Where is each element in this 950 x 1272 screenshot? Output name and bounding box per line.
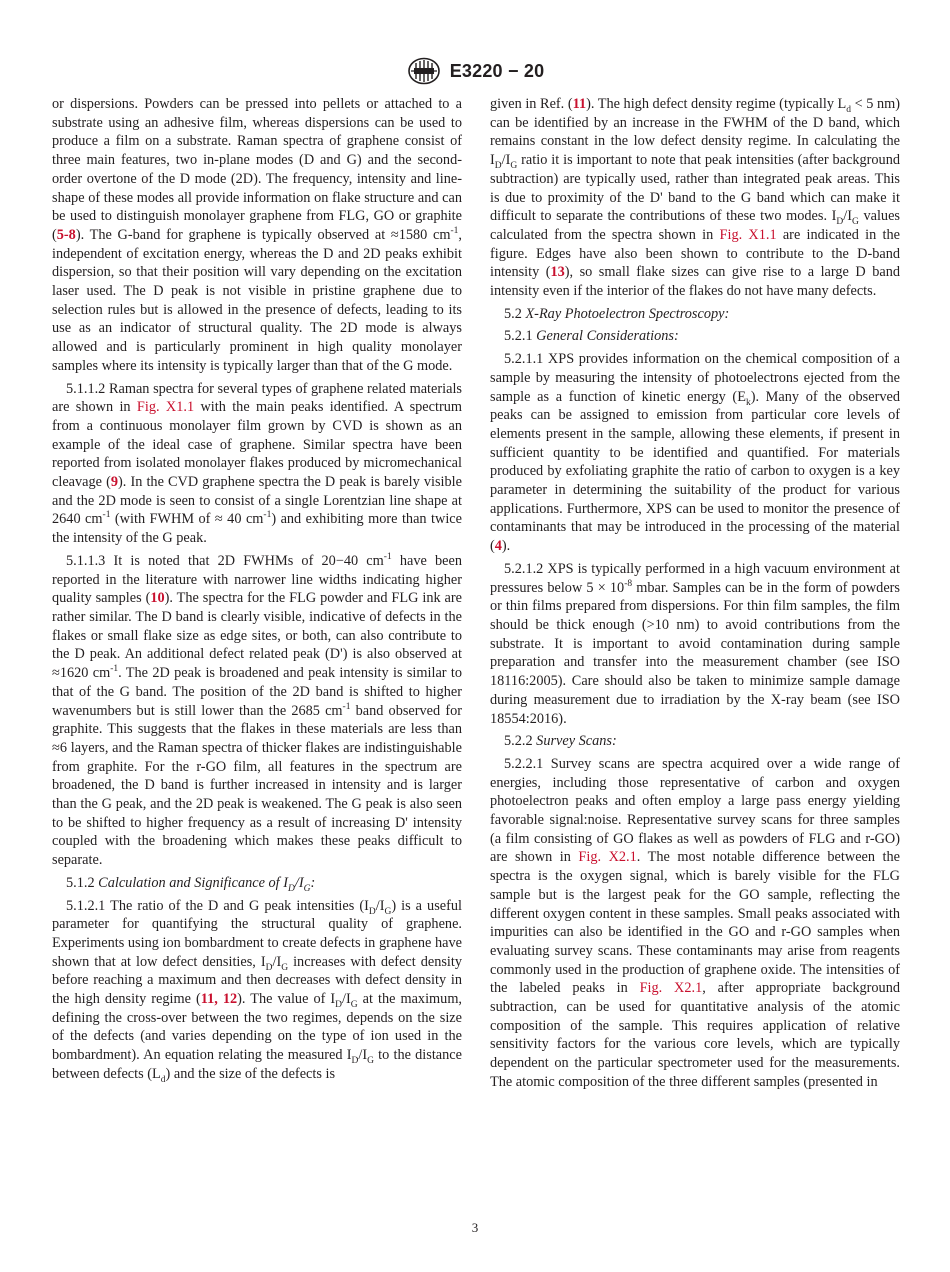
reference-link[interactable]: 11, 12 [200, 991, 238, 1008]
paragraph-5-1-1-1-cont: or dispersions. Powders can be pressed into pellets or attached to a substrate using an adhesive film, whereas dispersions can be used to produce a film on a substrate. Raman spectra of graphene consist of three main features, two in-plane modes (D and G) and the second-order overtone of the D mode (2D). The frequency, intensity and line-shape of these modes all provide information on flake structure and can be used to distinguish monolayer graphene from FLG, GO or graphite (5-8). The G-band for graphene is typically observed at ≈1580 $cm^{-1}$, independent of excitation energy, whereas the D and 2D peaks exhibit dispersion, so that their position will vary depending on the excitation laser used. The D peak is not visible in pristine graphene due to selection rules but is allowed in the presence of defects, leading to its use as an indicator of structural quality. The 2D mode is always allowed and is particularly prominent in high quality monolayer samples where its intensity is typically larger than that of the G mode. [52, 96, 462, 374]
paragraph-5-2-1-1: 5.2.1.1 XPS provides information on the chemical composition of a sample by measuring the intensity of photoelectrons ejected from the sample as a function of kinetic energy $(E_k)$. Many of the observed peaks can be assigned to emission from particular core levels of elements present in the sample, allowing these elements, if present in sufficient quantity to be identified and quantified. For materials produced by exfoliating graphite the ratio of carbon to oxygen is a key parameter in determining the suitability of the product for various applications. Furthermore, XPS can be used to monitor the presence of contaminants that may be introduced in the processing of the material (4). [490, 351, 900, 555]
section-heading-5-2-1: 5.2.1 General Considerations: [504, 328, 679, 345]
figure-link[interactable]: Fig. X2.1 [639, 980, 703, 997]
reference-link[interactable]: 13 [550, 264, 565, 281]
figure-link[interactable]: Fig. X1.1 [719, 226, 777, 243]
paragraph-5-2-1-2: 5.2.1.2 XPS is typically performed in a high vacuum environment at pressures below $5 \times 10^{-8}$ mbar. Samples can be in the form of powders or thin films prepared from dispersions. For thin film samples, the film should be thick enough (>10 nm) to avoid contributions from the substrate. It is important to avoid contamination during sample preparation and transfer into the measurement chamber (see ISO 18116:2005). Care should also be taken to minimize sample damage during measurement due to irradiation by the X-ray beam (see ISO 18554:2016). [490, 560, 900, 727]
left-column [52, 95, 462, 1088]
section-heading-5-2: 5.2 X-Ray Photoelectron Spectroscopy: [504, 305, 730, 322]
paragraph-5-1-1-2: 5.1.1.2 Raman spectra for several types of graphene related materials are shown in Fig. X1.1 with the main peaks identified. A spectrum from a continuous monolayer film grown by CVD is shown as an example of the ideal case of graphene. Similar spectra have been reported from isolated monolayer flakes produced by micromechanical cleavage (9). In the CVD graphene spectra the D peak is barely visible and the 2D mode is seen to consist of a single Lorentzian line shape at 2640 $cm^{-1}$ (with FWHM of ≈ 40 $cm^{-1}$) and exhibiting more than twice the intensity of the G peak. [52, 380, 462, 547]
page-header [0, 56, 950, 86]
paragraph-5-2-2-1: 5.2.2.1 Survey scans are spectra acquired over a wide range of energies, including those representative of carbon and oxygen photoelectron peaks and often employ a large pass energy yielding favorable signal:noise. Representative survey scans for three samples (a film consisting of GO flakes as well as powders of FLG and r-GO) are shown in Fig. X2.1. The most notable difference between the spectra is the oxygen signal, which is barely visible for the FLG sample but is the largest peak for the GO sample, reflecting the different oxygen content in these samples. Small peaks associated with impurities can also be identified in the GO and r-GO samples when evaluating survey scans. These contaminants may arise from reagents commonly used in the production of graphene oxide. The intensities of the labeled peaks in Fig. X2.1, after appropriate background subtraction, can be used for quantitative analysis of the atomic composition of the sample. This requires application of relative sensitivity factors for the various core levels, which are typically dependent on the particular spectrometer used for the measurements. The atomic composition of the three different samples (presented in [490, 755, 900, 1090]
paragraph-5-1-2-1-cont: given in Ref. (11). The high defect density regime (typically $L_d < 5$ nm) can be identified by an increase in the FWHM of the D band, which remains constant in the low defect density regime. In calculating the $I_D/I_G$ ratio it is important to note that peak intensities (after background subtraction) are typically used, rather than integrated peak areas. This is due to proximity of the D' band to the G band which can make it difficult to separate the contributions of these two modes. $I_D/I_G$ values calculated from the spectra shown in Fig. X1.1 are indicated in the figure. Edges have also been shown to contribute to the D-band intensity (13), so small flake sizes can give rise to a large D band intensity even if the interior of the flakes do not have many defects. [490, 96, 900, 300]
astm-logo-icon [406, 57, 442, 85]
right-column [490, 95, 900, 1096]
paragraph-5-1-1-3: 5.1.1.3 It is noted that 2D FWHMs of 20−40 $cm^{-1}$ have been reported in the literature with narrower line widths indicating higher quality samples (10). The spectra for the FLG powder and FLG ink are rather similar. The D band is clearly visible, indicative of defects in the flakes or small flake size as edge sites, or both, can also contribute to the D peak. An additional defect related peak (D') is also observed at ≈1620 $cm^{-1}$. The 2D peak is broadened and peak intensity is similar to that of the G band. The position of the 2D band is shifted to higher wavenumbers but is still lower than the 2685 $cm^{-1}$ band observed for graphite. This suggests that the flakes in these materials are less than ≈6 layers, and the Raman spectra of thicker flakes are indistinguishable from graphite. For the r-GO film, all features in the spectrum are broadened, the D band is further increased in intensity and is larger than the G peak, and the 2D peak is weakened. The G peak is also seen to be shifted to higher frequency as a result of increasing D' intensity coupled with the broadening which makes these peaks difficult to separate. [52, 552, 462, 869]
section-heading-5-2-2: 5.2.2 Survey Scans: [504, 733, 617, 750]
reference-link[interactable]: 10 [150, 590, 165, 607]
paragraph-5-1-2-1: 5.1.2.1 The ratio of the D and G peak intensities $(I_D/I_G)$ is a useful parameter for quantifying the structural quality of graphene. Experiments using ion bombardment to create defects in graphene have shown that at low defect densities, $I_D/I_G$ increases with defect density before reaching a maximum and then decreases with defect density in the high density regime (11, 12). The value of $I_D/I_G$ at the maximum, defining the cross-over between the two regimes, depends on the size of the defects (and varies depending on the type of ion used in the bombardment). An equation relating the measured $I_D/I_G$ to the distance between defects $(L_d)$ and the size of the defects is [52, 897, 463, 1085]
reference-link[interactable]: 5-8 [56, 226, 76, 243]
figure-link[interactable]: Fig. X2.1 [578, 849, 637, 866]
reference-link[interactable]: 4 [494, 538, 502, 555]
reference-link[interactable]: 9 [110, 474, 119, 491]
figure-link[interactable]: Fig. X1.1 [136, 399, 195, 416]
page-number: 3 [471, 1220, 479, 1235]
section-heading-5-1-2: 5.1.2 Calculation and Significance of $I_D/I_G$: [66, 874, 316, 894]
reference-link[interactable]: 11 [572, 96, 587, 112]
standard-designation: E3220 − 20 [449, 60, 545, 81]
